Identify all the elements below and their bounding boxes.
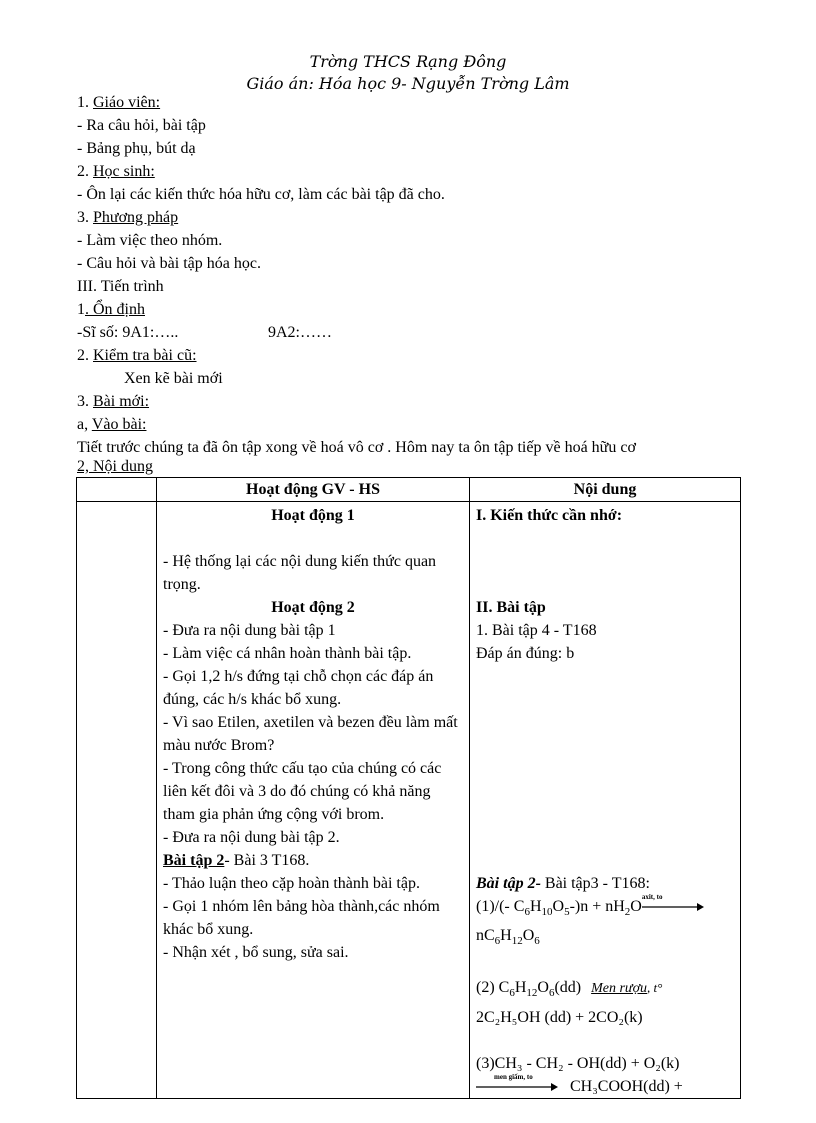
exercise-1-answer: Đáp án đúng: b	[476, 645, 575, 662]
method-item: - Câu hỏi và bài tập hóa học.	[77, 255, 261, 272]
lesson-header: Giáo án: Hóa học 9- Nguyễn Trờng Lâm	[246, 74, 570, 93]
section-new-lesson: 3. Bài mới:	[77, 393, 150, 410]
equation-1: (1)/(- $C_6H_{10}O_5-)n + nH_2O$ axit, to	[476, 895, 734, 924]
activity-2-line: - Trong công thức cấu tạo của chúng có các liên kết đôi và 3 do đó chúng có khả năng tham gia phản ứng cộng với brom.	[163, 760, 442, 823]
table-header-activity: Hoạt động GV - HS	[157, 478, 470, 502]
content-cell	[470, 502, 741, 1099]
table-cell-empty	[77, 502, 157, 1099]
lesson-table	[76, 477, 741, 1099]
equation-2-product: 2C₂H₅OH (dd) + 2CO₂(k)	[476, 1008, 643, 1026]
section-method: 3. Phương pháp	[77, 209, 179, 226]
table-header-row	[77, 478, 741, 502]
equation-2: (2) $C_6H_{12}O_6(dd)$ Men rượu, t°	[476, 979, 663, 1000]
activity-2-line: - Gọi 1,2 h/s đứng tại chỗ chọn các đáp án đúng, các h/s khác bổ xung.	[163, 668, 434, 708]
table-row	[77, 502, 741, 1099]
activity-1-text: - Hệ thống lại các nội dung kiến thức quan trọng.	[163, 553, 437, 593]
exercise-2-heading: Bài tập 2- Bài 3 T168.	[163, 852, 310, 869]
section-student-title: Học sinh:	[93, 163, 155, 180]
activity-2-title: Hoạt động 2	[271, 599, 355, 616]
activity-2-line: - Đưa ra nội dung bài tập 1	[163, 622, 336, 639]
equation-3-product: men giấm, to CH₃COOH(dd) +	[476, 1075, 734, 1098]
school-name: Trờng THCS Rạng Đông	[309, 52, 507, 71]
section-intro: a, Vào bài:	[77, 416, 147, 433]
student-item: - Ôn lại các kiến thức hóa hữu cơ, làm các bài tập đã cho.	[77, 186, 445, 203]
exercise-2-line: - Thảo luận theo cặp hoàn thành bài tập.	[163, 875, 420, 892]
process-title: III. Tiến trình	[77, 278, 164, 295]
attendance-a: -Sĩ số: 9A1:…..	[77, 324, 179, 341]
section-method-title: Phương pháp	[93, 209, 179, 226]
section-student: 2. Học sinh:	[77, 163, 155, 180]
section-teacher: 1. Giáo viên:	[77, 94, 161, 111]
exercises-heading: II. Bài tập	[476, 599, 546, 616]
exercise-1-title: 1. Bài tập 4 - T168	[476, 622, 597, 639]
review-text: Xen kẽ bài mới	[124, 370, 223, 387]
reaction-arrow-icon: axit, to	[642, 895, 704, 918]
equation-1-product: $nC_6H_{12}O_6$	[476, 927, 540, 948]
table-header-empty	[77, 478, 157, 502]
knowledge-heading: I. Kiến thức cần nhớ:	[476, 507, 623, 524]
teacher-item: - Ra câu hỏi, bài tập	[77, 117, 206, 134]
exercise-2-title: Bài tập 2- Bài tập3 - T168:	[476, 875, 650, 892]
intro-text: Tiết trước chúng ta đã ôn tập xong về hoá vô cơ . Hôm nay ta ôn tập tiếp về hoá hữu cơ	[77, 439, 636, 456]
section-stabilize: 1. Ổn định	[77, 301, 145, 318]
activity-1-title: Hoạt động 1	[271, 507, 355, 524]
content-title: 2, Nội dung	[77, 458, 153, 475]
activity-2-line: - Làm việc cá nhân hoàn thành bài tập.	[163, 645, 412, 662]
exercise-2-line: - Gọi 1 nhóm lên bảng hòa thành,các nhóm khác bổ xung.	[163, 898, 440, 938]
activity-2-line: - Đưa ra nội dung bài tập 2.	[163, 829, 340, 846]
equation-3: (3)CH₃ - CH₂ - OH(dd) + O₂(k)	[476, 1054, 680, 1072]
activity-cell	[157, 502, 470, 1099]
section-teacher-title: Giáo viên:	[93, 94, 161, 111]
table-header-content: Nội dung	[470, 478, 741, 502]
section-review: 2. Kiểm tra bài cũ:	[77, 347, 197, 364]
activity-2-line: - Vì sao Etilen, axetilen và bezen đều làm mất màu nước Brom?	[163, 714, 458, 754]
reaction-arrow-icon: men giấm, to	[476, 1075, 558, 1098]
exercise-2-line: - Nhận xét , bổ sung, sửa sai.	[163, 944, 349, 961]
method-item: - Làm việc theo nhóm.	[77, 232, 223, 249]
attendance-b: 9A2:……	[268, 324, 332, 341]
teacher-item: - Bảng phụ, bút dạ	[77, 140, 196, 157]
